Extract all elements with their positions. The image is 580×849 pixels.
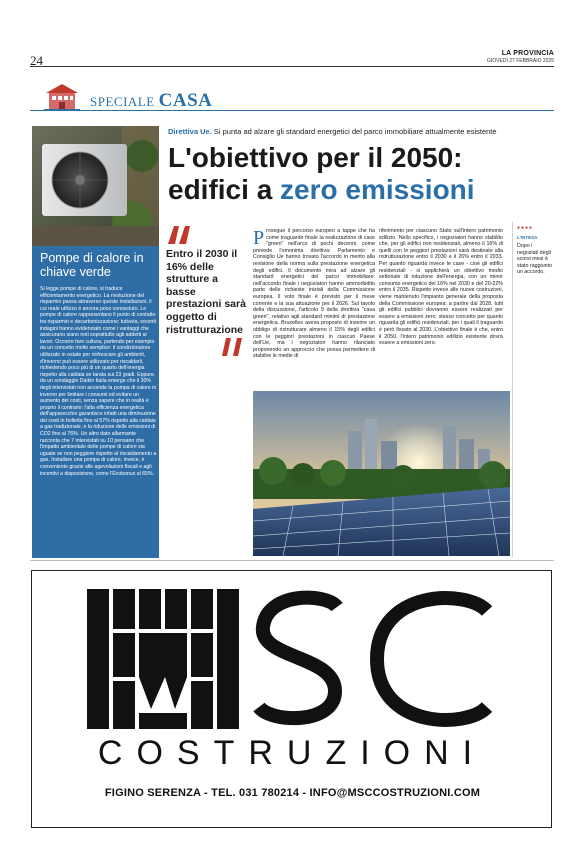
headline-line-2 [168, 174, 548, 206]
masthead [487, 50, 554, 64]
section-label [90, 91, 212, 110]
ad-wordmark: COSTRUZIONI [97, 734, 487, 772]
kicker [168, 127, 497, 136]
section-name: CASA [158, 90, 213, 111]
ad-contacts: FIGINO SERENZA - TEL. 031 780214 - INFO@MSCCOSTRUZIONI.COM [104, 787, 481, 799]
header-rule [30, 66, 554, 67]
sidebar-title: Pompe di calore in chiave verde [40, 251, 144, 279]
headline-line-2-start: edifici a [168, 174, 281, 205]
column-divider [512, 222, 513, 557]
solar-panels-photo [253, 391, 510, 556]
kicker-label: Direttiva Ue. [168, 127, 212, 136]
aside-label: L'INTESA [517, 235, 538, 240]
article-column-2: riferimento per ciascuno Stato sull'intero patrimonio edilizio. Nello specifico, i negoziatori hanno stabilito che, per gli edifici non residenziali, almeno il 16% di quelli con le peggiori prestazioni sarà destinato alla ristrutturazione entro il 2030 e il 26% entro il 2033. Per quanto riguarda invece le case - cioè gli edifici residenziali - si applicherà un obiettivo medio settoriale di riduzione dell'energia, con un minor consumo energetico del 16% nel 2030 e del 20-22% entro il 2035. Rispetto invece alle nuove costruzioni, viene mantenuto l'impianto generale della proposta della Commissione europea: a partire dal 2028, tutti gli edifici pubblici dovranno essere realizzati per essere a emissioni zero; stesso concetto per quanto riguarda gli edifici residenziali, per i quali il traguardo è però fissato al 2030. L'obiettivo finale è che, entro il 2050, l'intero patrimonio edilizio esistente dovrà essere a emissioni zero. [379, 228, 503, 347]
aside-dots-icon: ●●●● [517, 225, 534, 231]
publication-date: GIOVEDÌ 27 FEBBRAIO 2025 [487, 58, 554, 64]
aside-box [517, 225, 553, 276]
section-prefix: SPECIALE [90, 94, 155, 109]
headline [168, 142, 548, 206]
quote-open-icon [166, 226, 192, 244]
msc-logo-icon [87, 589, 497, 734]
house-icon [44, 82, 80, 110]
drop-cap: P [253, 227, 265, 249]
article-column-1-text: rosegue il percorso europeo a tappe che ha come traguardo finale la realizzazione di case "green" nell'arco di pochi decenni, come prevede l'omonima direttiva: Parlamento e Consiglio Ue hanno trovato l'accordo in merito alla revisione della norma sulla prestazione energetica degli edifici. Il documento mira ad alzare gli standard energetici del parco immobiliare: nell'accordo finale i negoziatori hanno ammorbidito parte delle richieste iniziali della Commissione europea. Il voto finale è previsto per il mese corrente e la sua attuazione per il 2026. Sul tavolo della discussione, l'articolo 9 della direttiva "casa green", relativo agli standard minimi di prestazione energetica. Bruxelles aveva proposto di inserire un obbligo di ristrutturare almeno il 15% degli edifici con le peggiori prestazioni in ciascun Paese dell'Ue, ma i negoziatori hanno rilanciato proponendo un approccio che possa permettere di stabilire le medie di [253, 228, 375, 360]
msc-costruzioni-ad [31, 570, 552, 828]
headline-accent: zero emissioni [280, 174, 475, 205]
headline-line-1: L'obiettivo per il 2050: [168, 142, 463, 173]
section-header [44, 80, 212, 110]
sidebar-body: Si legge pompe di calore, si traduce efficientamento energetico. La rivoluzione del risparmio passa attraverso queste installazioni, il cui reale utilizzo è ancora poco conosciuto. Le pompe di calore rappresentano il punto di contatto tra risparmio e decarbonizzazione; tuttavia, recenti indagini hanno evidenziato come i vantaggi che assicurano siano noti soprattutto agli addetti ai lavori. Occorre fare cultura, partendo per esempio da un concetto molto semplice: il condizionatore utilizzato in estate per rinfrescare gli ambienti, d'inverno può essere utilizzato per riscaldarli, richiedendo poco più di un quarto dell'energia rispetto alla caldaia se tarata sui 23 gradi. Eppure, da un sondaggio Daikin Italia emerge che il 30% degli intervistati non accende la pompa di calore in inverno per limitare i consumi ed evitare un aumento dei costi, senza sapere che in realtà è proprio il contrario: l'alta efficienza energetica dell'apparecchio garantisce infatti una diminuzione dei costi in bolletta fino al 57% rispetto alla caldaia a gas tradizionale, e la riduzione delle emissioni di CO2 fino al 76%. Un altro dato allarmante racconta che 7 intervistati su 10 pensano che l'impatto ambientale delle pompe di calore sia uguale se non peggiore rispetto al riscaldamento a gas. Installare una pompa di calore, invece, è conveniente grazie alle agevolazioni fiscali e agli incentivi a disposizione, come l'Ecobonus al 65%. [40, 286, 157, 477]
quote-close-icon [216, 338, 242, 356]
heat-pump-photo [32, 126, 159, 246]
section-rule [30, 110, 554, 111]
aside-text: Dopo i negoziati degli scorsi mesi è stato raggiunto un accordo. [517, 243, 553, 276]
sidebar-box [32, 126, 159, 558]
kicker-text: Si punta ad alzare gli standard energetici del parco immobiliare attualmente esistente [213, 127, 497, 136]
publication-name: LA PROVINCIA [501, 50, 554, 57]
page-number: 24 [30, 53, 43, 68]
article-column-1 [253, 228, 375, 360]
pull-quote: Entro il 2030 il 16% delle strutture a basse prestazioni sarà oggetto di ristrutturazione [166, 248, 246, 336]
article-bottom-rule [30, 560, 554, 561]
